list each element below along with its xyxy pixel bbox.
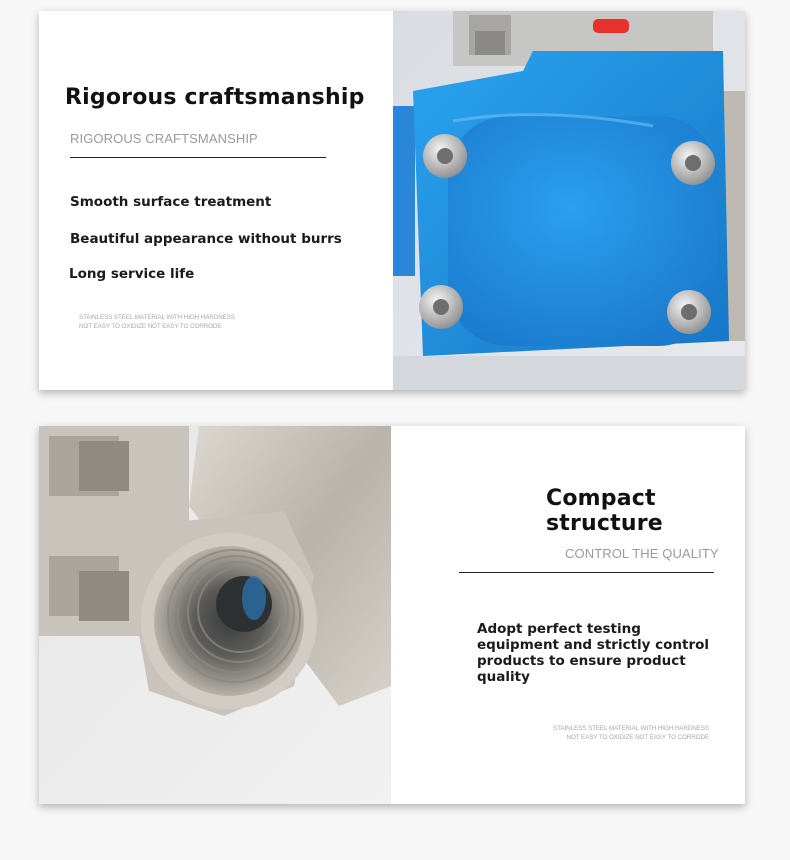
compact-structure-card xyxy=(39,426,745,804)
section-title xyxy=(546,486,663,536)
fine-print-line: NOT EASY TO OXIDIZE NOT EASY TO CORRODE xyxy=(79,323,222,330)
divider xyxy=(70,157,326,158)
stainless-steel-valve-port-photo-icon xyxy=(39,426,391,804)
fine-print xyxy=(499,724,709,742)
divider xyxy=(459,572,714,573)
description-line: equipment and strictly control xyxy=(477,637,710,653)
description-line: Adopt perfect testing xyxy=(477,621,641,637)
fine-print xyxy=(79,313,235,331)
feature-item: Beautiful appearance without burrs xyxy=(70,231,342,247)
valve-photo xyxy=(39,426,391,804)
title-line: Compact xyxy=(546,486,656,511)
section-subtitle: CONTROL THE QUALITY xyxy=(565,546,719,561)
actuator-photo xyxy=(393,11,745,390)
fine-print-line: NOT EASY TO OXIDIZE NOT EASY TO CORRODE xyxy=(566,734,709,741)
feature-item: Long service life xyxy=(69,266,195,282)
fine-print-line: STAINLESS STEEL MATERIAL WITH HIGH HARDNESS xyxy=(79,314,235,321)
fine-print-line: STAINLESS STEEL MATERIAL WITH HIGH HARDNESS xyxy=(553,725,709,732)
blue-pneumatic-actuator-photo-icon xyxy=(393,11,745,390)
description xyxy=(477,621,709,685)
title-line: structure xyxy=(546,511,663,536)
description-line: quality xyxy=(477,669,530,685)
description-line: products to ensure product xyxy=(477,653,686,669)
section-title: Rigorous craftsmanship xyxy=(65,85,365,110)
feature-item: Smooth surface treatment xyxy=(70,194,272,210)
craftsmanship-card xyxy=(39,11,745,390)
section-subtitle: RIGOROUS CRAFTSMANSHIP xyxy=(70,131,258,146)
